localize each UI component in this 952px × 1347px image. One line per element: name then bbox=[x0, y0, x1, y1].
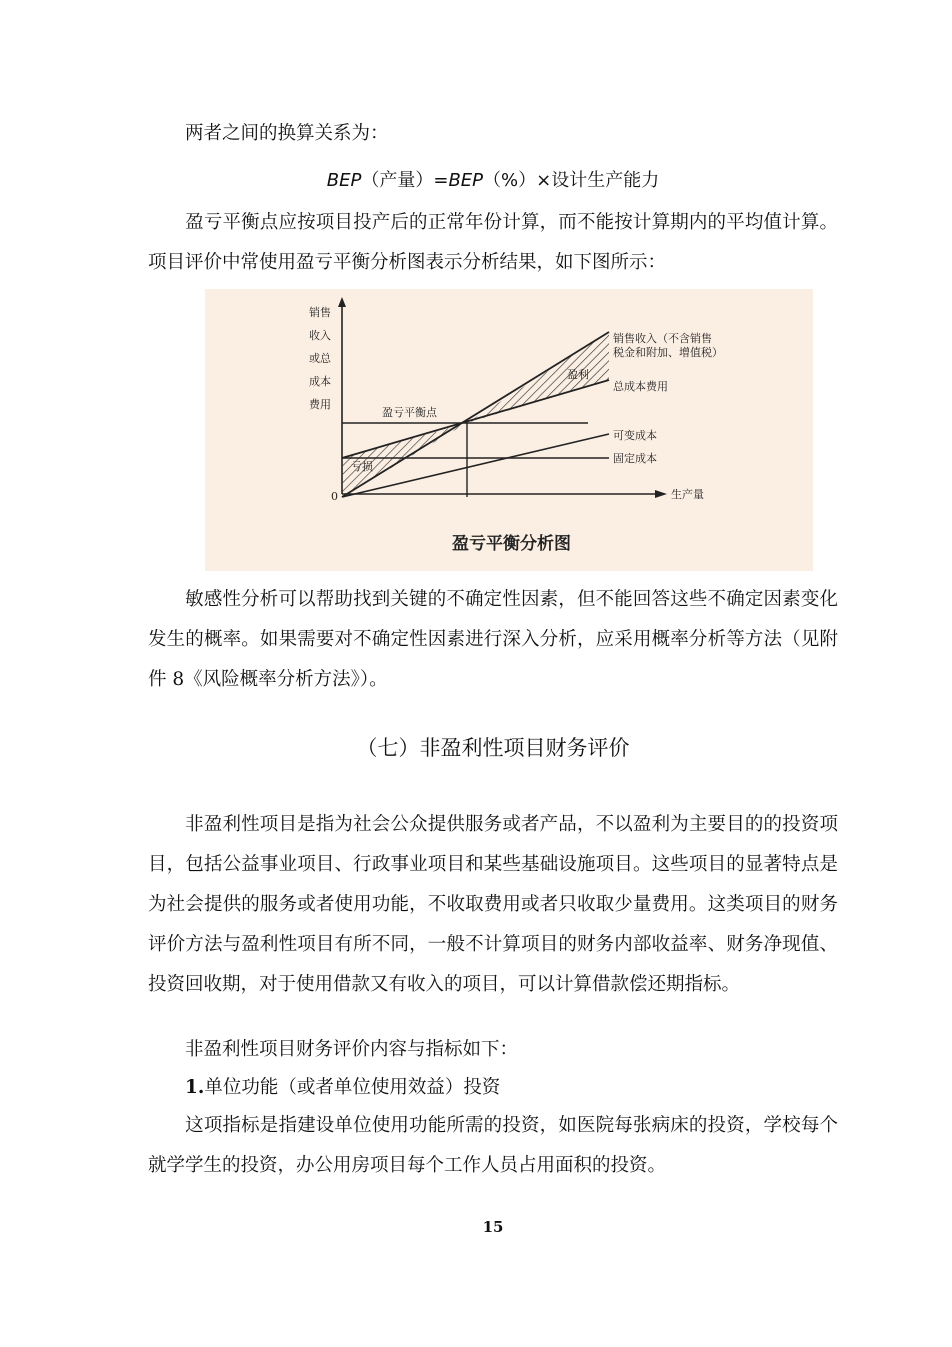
paragraph-breakeven-calc: 盈亏平衡点应按项目投产后的正常年份计算，而不能按计算期内的平均值计算。项目评价中常使用盈亏平衡分析图表示分析结果，如下图所示： bbox=[148, 212, 838, 273]
total-cost-line bbox=[342, 380, 609, 458]
subheading-text: 单位功能（或者单位使用效益）投资 bbox=[204, 1077, 501, 1098]
breakeven-analysis-figure bbox=[205, 289, 813, 571]
y-axis-label-line-5: 费用 bbox=[309, 398, 331, 411]
y-axis-label-line-3: 或总 bbox=[309, 352, 331, 365]
subheading-number: 1. bbox=[185, 1077, 205, 1098]
section-heading: （七）非盈利性项目财务评价 bbox=[356, 736, 630, 760]
bep-variable-rhs: BEP bbox=[448, 170, 484, 191]
y-axis-label-line-4: 成本 bbox=[309, 375, 331, 388]
y-axis-arrow bbox=[338, 297, 346, 307]
paragraph-conversion-intro: 两者之间的换算关系为： bbox=[185, 123, 389, 144]
total-cost-label: 总成本费用 bbox=[613, 380, 668, 393]
page-number: 15 bbox=[482, 1218, 504, 1236]
paragraph-nonprofit-definition: 非盈利性项目是指为社会公众提供服务或者产品，不以盈利为主要目的的投资项目，包括公益事业项目、行政事业项目和某些基础设施项目。这些项目的显著特点是为社会提供的服务或者使用功能，不收取费用或者只收取少量费用。这类项目的财务评价方法与盈利性项目有所不同，一般不计算项目的财务内部收益率、财务净现值、投资回收期，对于使用借款又有收入的项目，可以计算借款偿还期指标。 bbox=[148, 814, 838, 995]
loss-label: 亏损 bbox=[351, 460, 373, 473]
origin-label: 0 bbox=[331, 490, 338, 503]
paragraph-unit-investment: 这项指标是指建设单位使用功能所需的投资，如医院每张病床的投资，学校每个就学学生的投资，办公用房项目每个工作人员占用面积的投资。 bbox=[148, 1115, 838, 1176]
bep-variable-lhs: BEP bbox=[326, 170, 362, 191]
x-axis-arrow bbox=[655, 490, 667, 498]
formula-rhs-text: （%）×设计生产能力 bbox=[483, 170, 660, 191]
paragraph-indicators-intro: 非盈利性项目财务评价内容与指标如下： bbox=[185, 1039, 519, 1060]
paragraph-sensitivity: 敏感性分析可以帮助找到关键的不确定性因素，但不能回答这些不确定因素变化发生的概率。如果需要对不确定性因素进行深入分析，应采用概率分析等方法（见附件 8《风险概率分析方法》）。 bbox=[148, 589, 838, 690]
formula-lhs-text: （产量）= bbox=[361, 170, 449, 191]
profit-label: 盈利 bbox=[567, 368, 589, 381]
variable-cost-label: 可变成本 bbox=[613, 429, 657, 442]
x-axis-label: 生产量 bbox=[671, 488, 704, 501]
breakeven-point-label: 盈亏平衡点 bbox=[382, 406, 437, 419]
fixed-cost-label: 固定成本 bbox=[613, 452, 657, 465]
subheading-unit-investment bbox=[148, 1068, 838, 1108]
sales-revenue-label-1: 销售收入（不含销售 bbox=[613, 332, 712, 345]
y-axis-label-line-1: 销售 bbox=[309, 306, 331, 319]
figure-caption: 盈亏平衡分析图 bbox=[452, 534, 571, 554]
breakeven-chart-svg bbox=[205, 289, 813, 571]
bep-formula bbox=[148, 166, 838, 196]
y-axis-label-line-2: 收入 bbox=[309, 329, 331, 342]
sales-revenue-label-2: 税金和附加、增值税） bbox=[613, 346, 723, 359]
